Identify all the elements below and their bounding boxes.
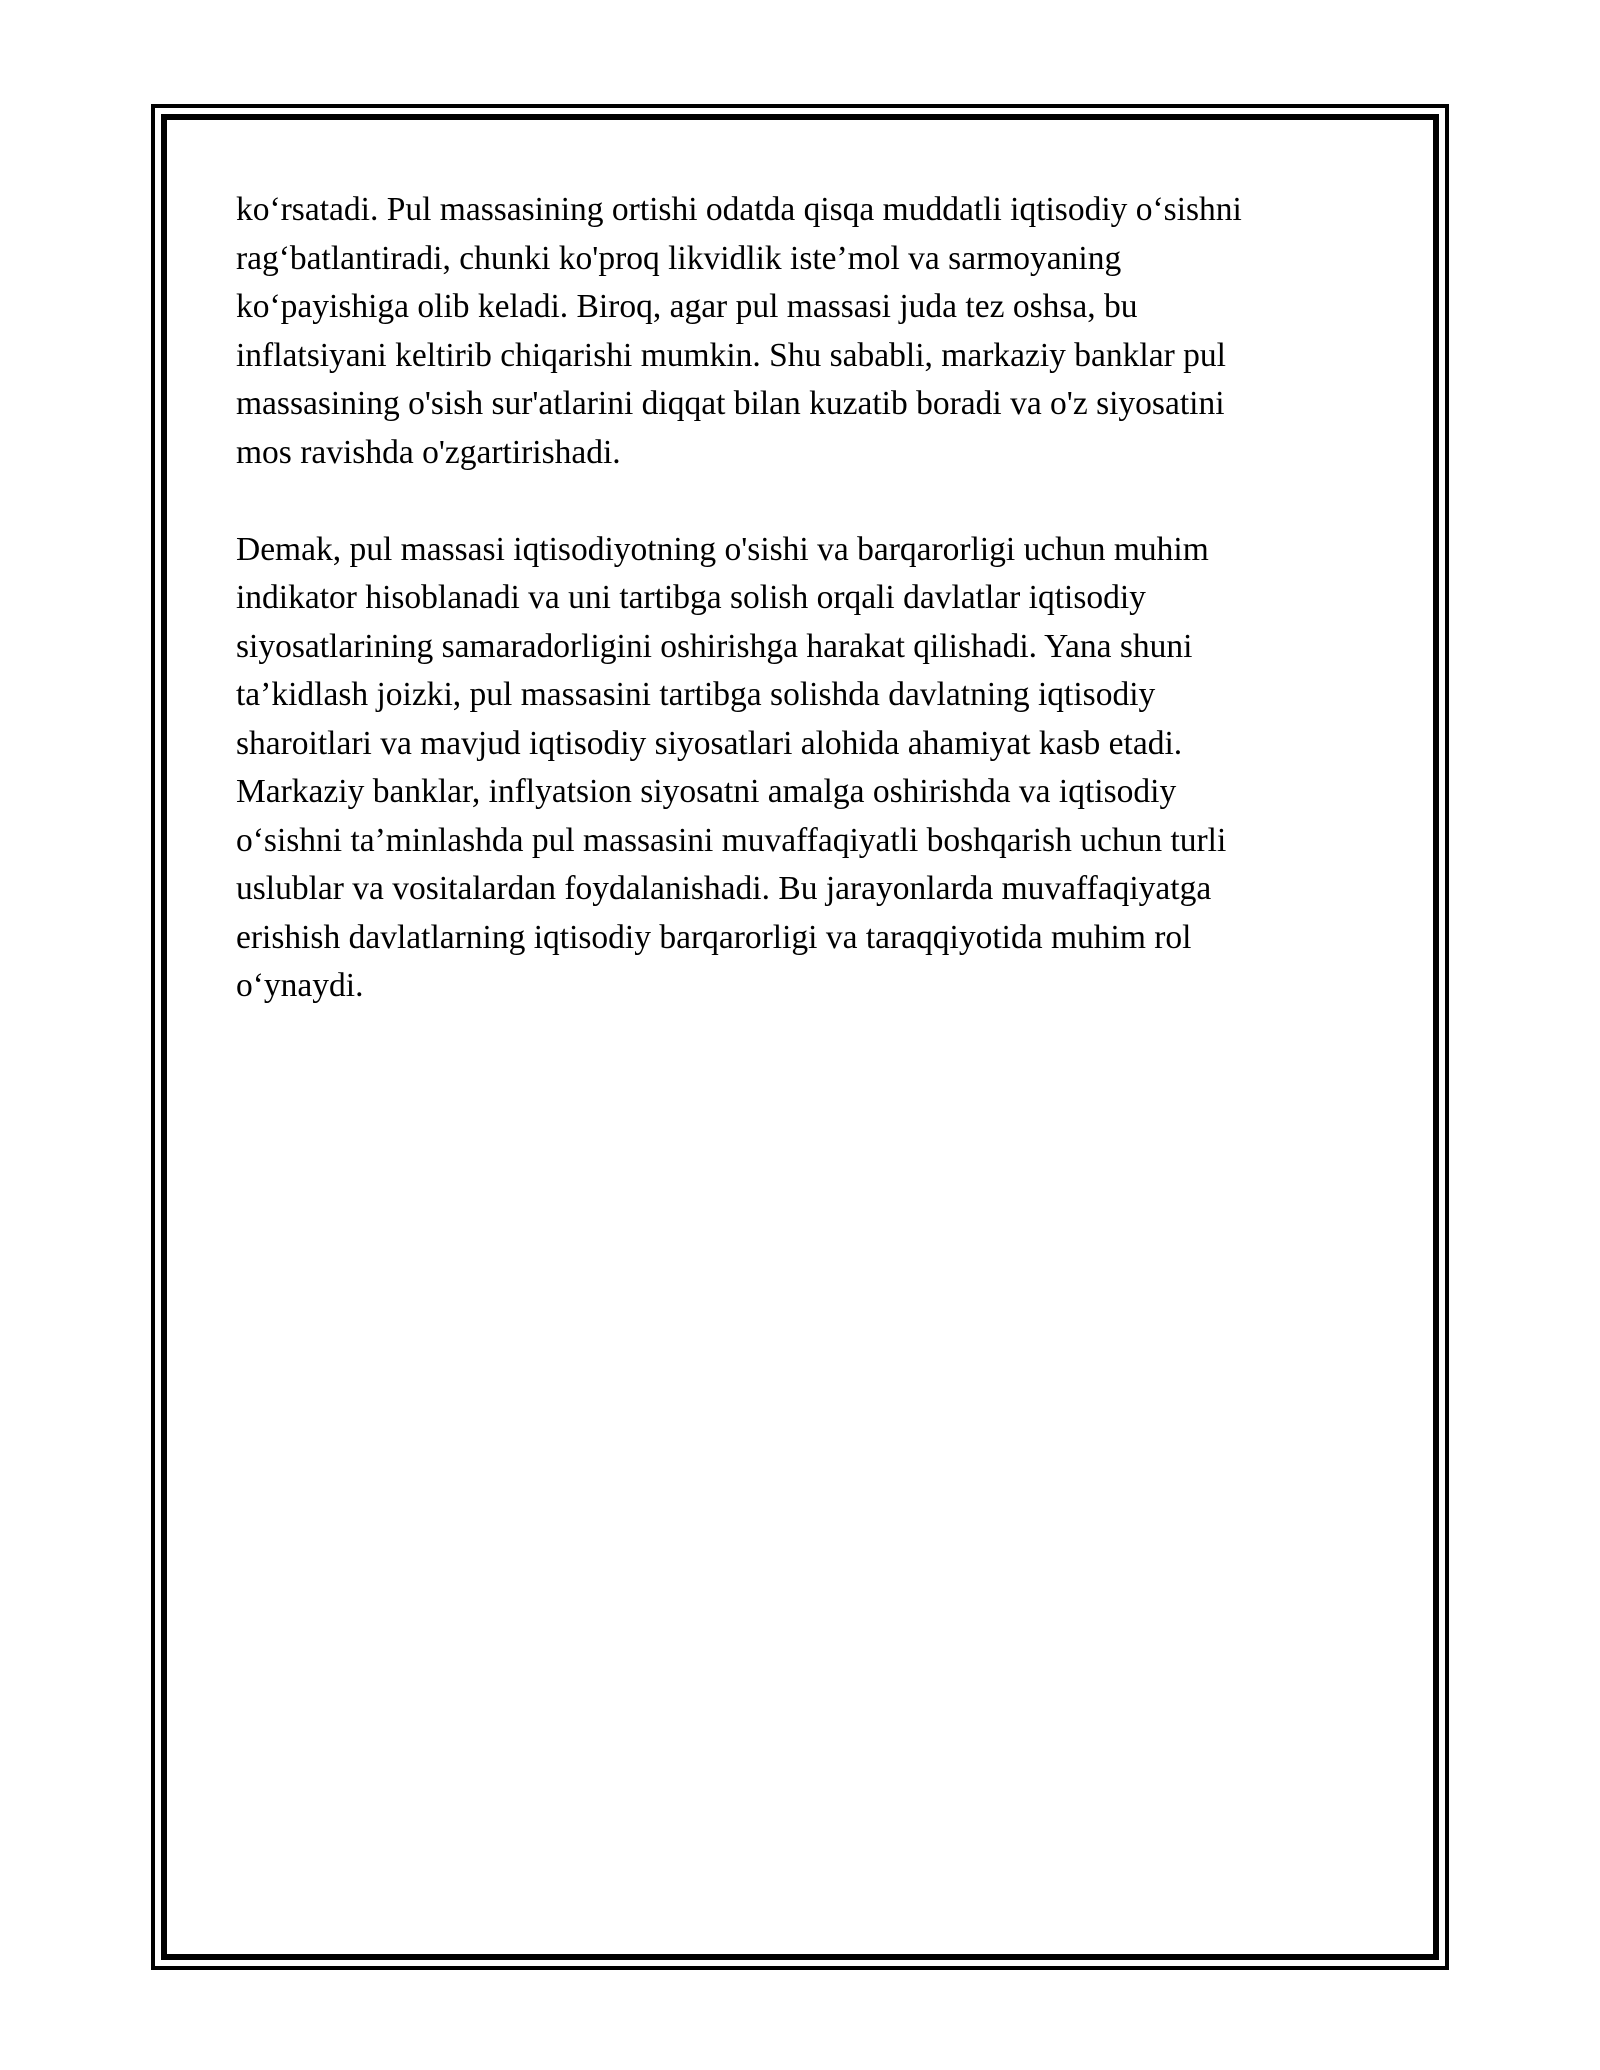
- paragraph-1: ko‘rsatadi. Pul massasining ortishi odatda qisqa muddatli iqtisodiy o‘sishni rag‘batlantiradi, chunki ko'proq likvidlik iste’mol va sarmoyaning ko‘payishiga olib keladi. Biroq, agar pul massasi juda tez oshsa, bu inflatsiyani keltirib chiqarishi mumkin. Shu sababli, markaziy banklar pul massasining o'sish sur'atlarini diqqat bilan kuzatib boradi va o'z siyosatini mos ravishda o'zgartirishadi.: [236, 191, 1242, 471]
- document-body: [236, 186, 1361, 1011]
- paragraph-2: Demak, pul massasi iqtisodiyotning o'sishi va barqarorligi uchun muhim indikator hisoblanadi va uni tartibga solish orqali davlatlar iqtisodiy siyosatlarining samaradorligini oshirishga harakat qilishadi. Yana shuni ta’kidlash joizki, pul massasini tartibga solishda davlatning iqtisodiy sharoitlari va mavjud iqtisodiy siyosatlari alohida ahamiyat kasb etadi. Markaziy banklar, inflyatsion siyosatni amalga oshirishda va iqtisodiy o‘sishni ta’minlashda pul massasini muvaffaqiyatli boshqarish uchun turli uslublar va vositalardan foydalanishadi. Bu jarayonlarda muvaffaqiyatga erishish davlatlarning iqtisodiy barqarorligi va taraqqiyotida muhim rol o‘ynaydi.: [236, 530, 1227, 1004]
